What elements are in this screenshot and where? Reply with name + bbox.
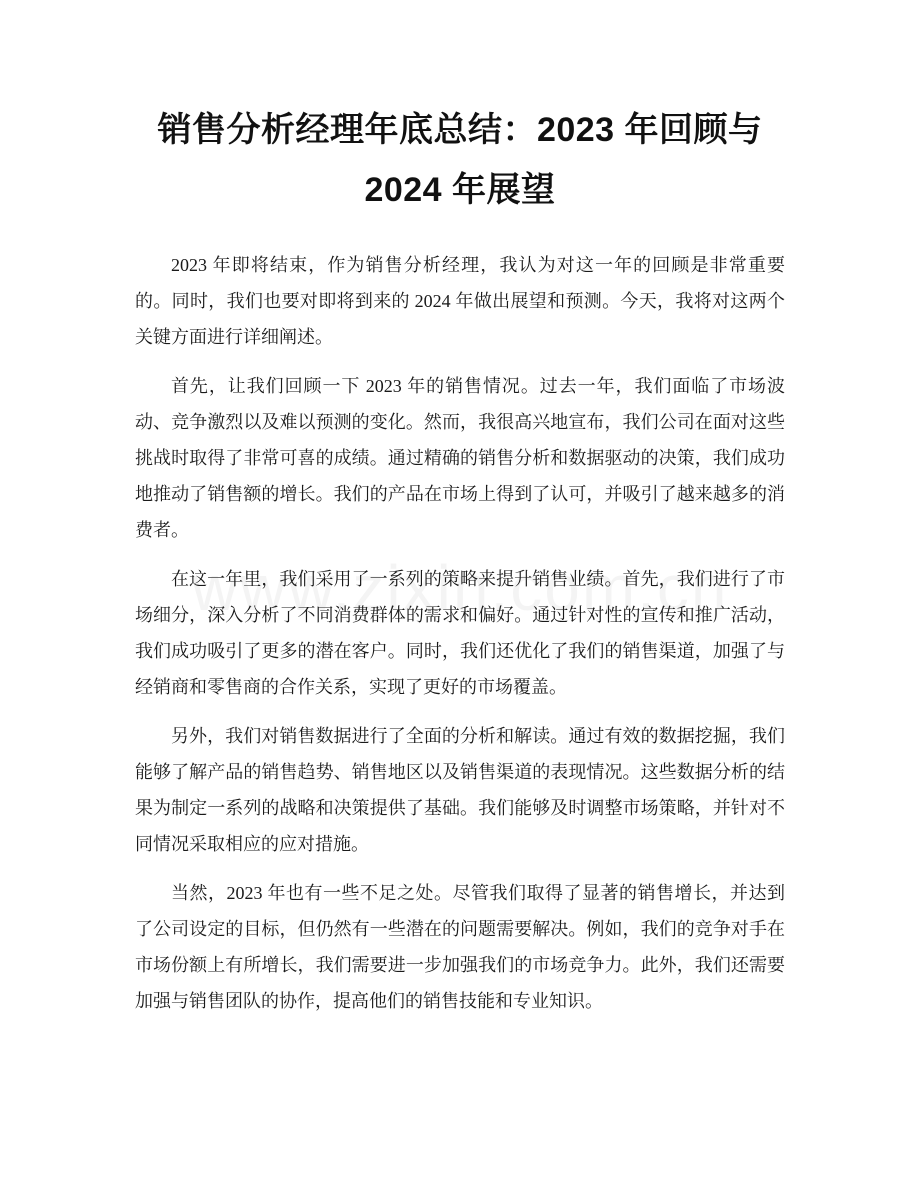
paragraph-shortcomings: 当然，2023 年也有一些不足之处。尽管我们取得了显著的销售增长，并达到了公司设定的目标，但仍然有一些潜在的问题需要解决。例如，我们的竞争对手在市场份额上有所增长，我们需要进一步加强我们的市场竞争力。此外，我们还需要加强与销售团队的协作，提高他们的销售技能和专业知识。 [135, 883, 785, 1011]
document-body [135, 100, 785, 1032]
paragraph-review-2023: 首先，让我们回顾一下 2023 年的销售情况。过去一年，我们面临了市场波动、竞争激烈以及难以预测的变化。然而，我很高兴地宣布，我们公司在面对这些挑战时取得了非常可喜的成绩。通过精确的销售分析和数据驱动的决策，我们成功地推动了销售额的增长。我们的产品在市场上得到了认可，并吸引了越来越多的消费者。 [135, 376, 785, 540]
document-title: 销售分析经理年底总结：2023 年回顾与 2024 年展望 [157, 111, 763, 209]
paragraph-intro: 2023 年即将结束，作为销售分析经理，我认为对这一年的回顾是非常重要的。同时，我们也要对即将到来的 2024 年做出展望和预测。今天，我将对这两个关键方面进行详细阐述。 [135, 255, 785, 347]
paragraph-data-analysis: 另外，我们对销售数据进行了全面的分析和解读。通过有效的数据挖掘，我们能够了解产品的销售趋势、销售地区以及销售渠道的表现情况。这些数据分析的结果为制定一系列的战略和决策提供了基础。我们能够及时调整市场策略，并针对不同情况采取相应的应对措施。 [135, 726, 785, 854]
paragraph-strategies: 在这一年里，我们采用了一系列的策略来提升销售业绩。首先，我们进行了市场细分，深入分析了不同消费群体的需求和偏好。通过针对性的宣传和推广活动，我们成功吸引了更多的潜在客户。同时，我们还优化了我们的销售渠道，加强了与经销商和零售商的合作关系，实现了更好的市场覆盖。 [135, 569, 785, 697]
